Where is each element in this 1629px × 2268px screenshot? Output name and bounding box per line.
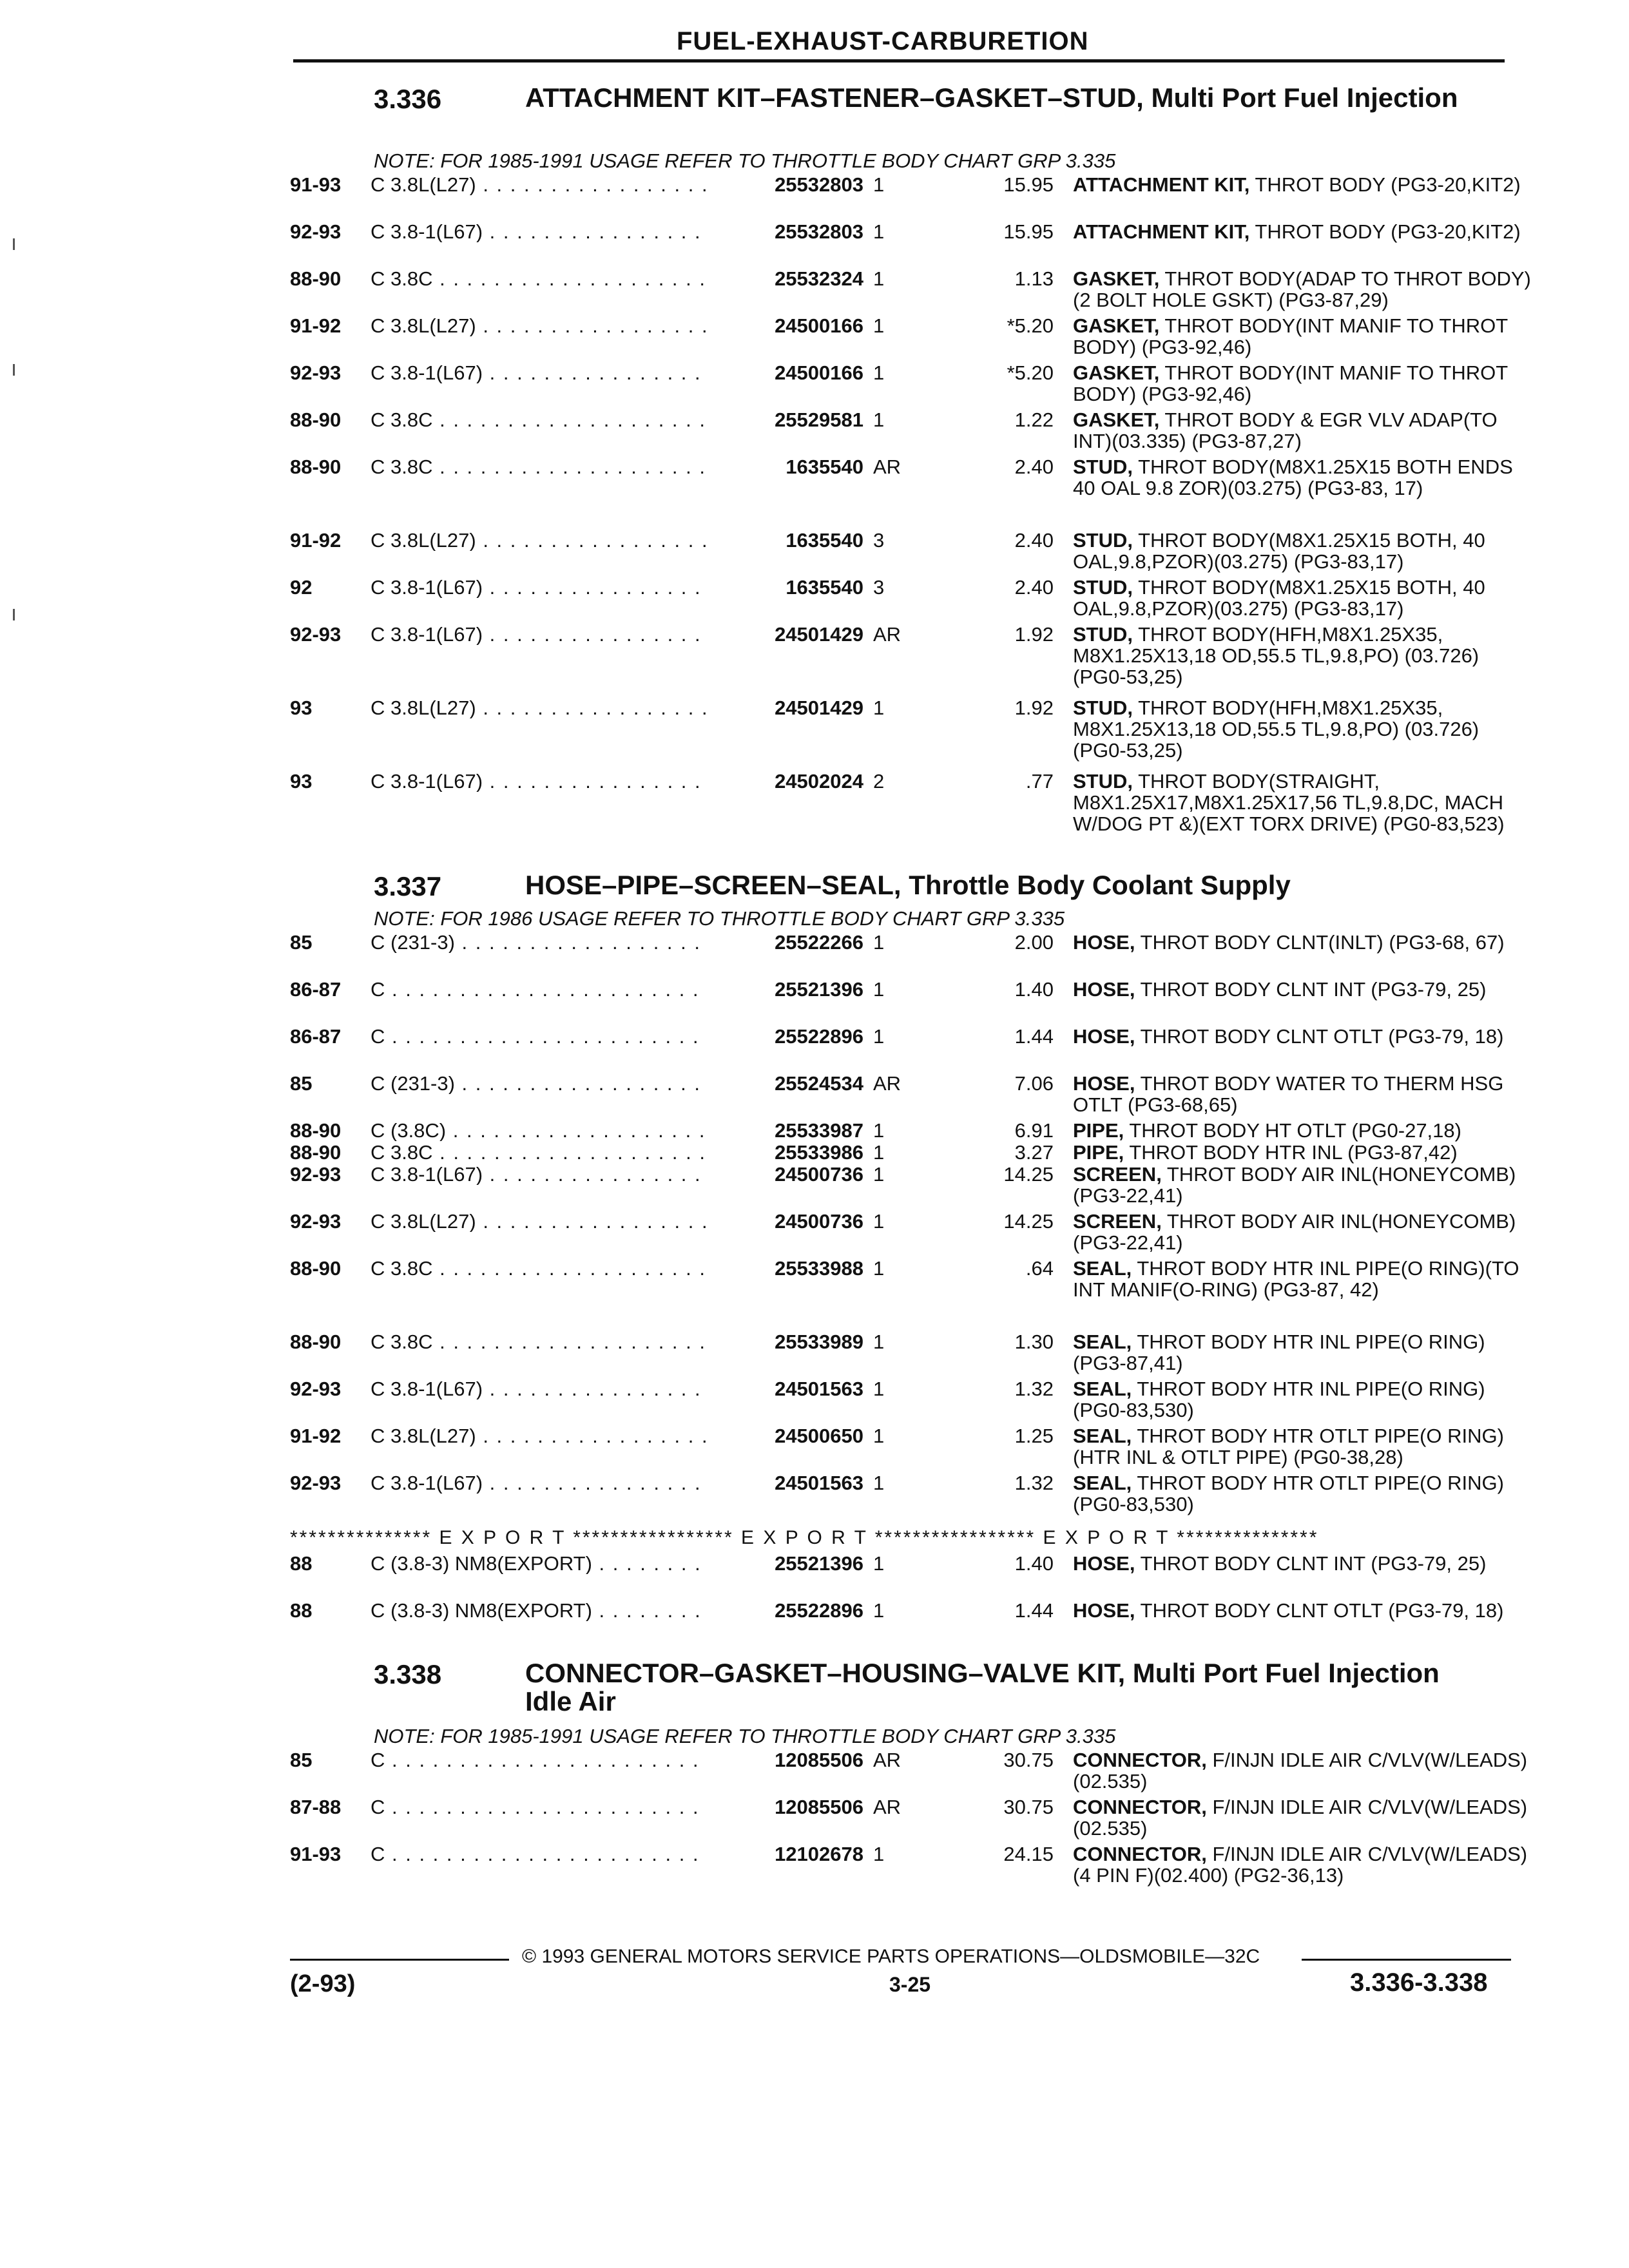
description-cell bbox=[1073, 577, 1537, 619]
part-number-cell: 25521396 bbox=[775, 978, 863, 1001]
price-cell: 14.25 bbox=[1003, 1163, 1054, 1186]
table-row bbox=[290, 1120, 1514, 1142]
description-cell bbox=[1073, 1026, 1537, 1047]
description-text: THROT BODY (PG3-20,KIT2) bbox=[1255, 173, 1521, 196]
model-cell: C 3.8-1(L67) . . . bbox=[371, 577, 706, 598]
price-cell: 30.75 bbox=[1003, 1749, 1054, 1771]
quantity-cell: 1 bbox=[873, 1599, 885, 1622]
section-number: 3.336 bbox=[374, 84, 442, 114]
year-cell: 91-92 bbox=[290, 1425, 342, 1447]
description-text: THROT BODY(INT MANIF TO THROT BODY) (PG3-92,46) bbox=[1073, 361, 1508, 405]
description-name: HOSE, bbox=[1073, 931, 1135, 954]
description-text: THROT BODY AIR INL(HONEYCOMB) (PG3-22,41) bbox=[1073, 1163, 1516, 1207]
price-cell: 1.40 bbox=[1014, 978, 1054, 1001]
table-row bbox=[290, 624, 1514, 697]
description-name: STUD, bbox=[1073, 529, 1133, 552]
description-cell bbox=[1073, 268, 1537, 311]
description-cell bbox=[1073, 221, 1537, 242]
description-cell bbox=[1073, 1211, 1537, 1253]
scan-mark bbox=[13, 238, 15, 250]
price-cell: 1.44 bbox=[1014, 1025, 1054, 1048]
price-cell: .64 bbox=[1025, 1257, 1054, 1280]
quantity-cell: 1 bbox=[873, 1331, 885, 1353]
description-text: THROT BODY(M8X1.25X15 BOTH, 40 OAL,9.8,PZOR)(03.275) (PG3-83,17) bbox=[1073, 529, 1485, 573]
part-number-cell: 24501429 bbox=[775, 623, 863, 646]
section-3-338 bbox=[290, 1658, 1528, 1901]
description-cell bbox=[1073, 174, 1537, 195]
price-cell: 6.91 bbox=[1014, 1119, 1054, 1142]
price-cell: 2.40 bbox=[1014, 576, 1054, 599]
quantity-cell: 3 bbox=[873, 576, 885, 599]
table-row bbox=[290, 1073, 1514, 1120]
description-text: F/INJN IDLE AIR C/VLV(W/LEADS)(02.535) bbox=[1073, 1796, 1528, 1840]
description-text: THROT BODY HTR OTLT PIPE(O RING)(HTR INL & OTLT PIPE) (PG0-38,28) bbox=[1073, 1425, 1504, 1468]
description-cell bbox=[1073, 1600, 1537, 1621]
export-rows bbox=[290, 1553, 1514, 1647]
description-name: HOSE, bbox=[1073, 1025, 1135, 1048]
year-cell: 88 bbox=[290, 1552, 313, 1575]
description-cell bbox=[1073, 530, 1537, 572]
year-cell: 88-90 bbox=[290, 267, 342, 290]
quantity-cell: 1 bbox=[873, 361, 885, 384]
year-cell: 88 bbox=[290, 1599, 313, 1622]
year-cell: 92-93 bbox=[290, 1378, 342, 1400]
description-cell bbox=[1073, 1425, 1537, 1468]
part-number-cell: 12102678 bbox=[775, 1843, 863, 1865]
quantity-cell: 1 bbox=[873, 1425, 885, 1447]
section-3-336 bbox=[290, 82, 1531, 874]
description-cell bbox=[1073, 1120, 1537, 1141]
model-cell: C (3.8C) . . . bbox=[371, 1120, 706, 1141]
model-cell: C 3.8-1(L67) . . . bbox=[371, 771, 706, 792]
quantity-cell: 1 bbox=[873, 1210, 885, 1233]
table-row bbox=[290, 1211, 1514, 1258]
description-text: THROT BODY HTR INL PIPE(O RING) (PG0-83,530) bbox=[1073, 1378, 1485, 1421]
price-cell: *5.20 bbox=[1007, 361, 1054, 384]
part-number-cell: 25522896 bbox=[775, 1599, 863, 1622]
description-cell bbox=[1073, 1553, 1537, 1574]
section-title: CONNECTOR–GASKET–HOUSING–VALVE KIT, Multi Port Fuel Injection Idle Air bbox=[525, 1658, 1440, 1716]
year-cell: 92-93 bbox=[290, 361, 342, 384]
model-cell: C 3.8L(L27) . . . bbox=[371, 697, 706, 718]
description-cell bbox=[1073, 1796, 1537, 1839]
price-cell: *5.20 bbox=[1007, 314, 1054, 337]
quantity-cell: AR bbox=[873, 1749, 901, 1771]
description-text: F/INJN IDLE AIR C/VLV(W/LEADS)(02.535) bbox=[1073, 1749, 1528, 1792]
model-cell: C 3.8-1(L67) . . . bbox=[371, 221, 706, 242]
quantity-cell: 1 bbox=[873, 220, 885, 243]
quantity-cell: 1 bbox=[873, 1257, 885, 1280]
description-text: THROT BODY & EGR VLV ADAP(TO INT)(03.335) (PG3-87,27) bbox=[1073, 408, 1498, 452]
description-name: SCREEN, bbox=[1073, 1163, 1162, 1186]
year-cell: 88-90 bbox=[290, 456, 342, 478]
part-number-cell: 1635540 bbox=[786, 529, 863, 552]
price-cell: 2.40 bbox=[1014, 529, 1054, 552]
parts-list bbox=[290, 931, 1519, 1519]
year-cell: 88-90 bbox=[290, 1119, 342, 1142]
quantity-cell: 1 bbox=[873, 697, 885, 719]
quantity-cell: AR bbox=[873, 1796, 901, 1818]
description-name: STUD, bbox=[1073, 576, 1133, 599]
quantity-cell: AR bbox=[873, 623, 901, 646]
price-cell: 1.22 bbox=[1014, 408, 1054, 431]
export-divider: *************** E X P O R T ***************** E X P O R T ***************** E X P O R T *************** bbox=[290, 1527, 1319, 1548]
description-name: STUD, bbox=[1073, 623, 1133, 646]
year-cell: 92-93 bbox=[290, 623, 342, 646]
model-cell: C 3.8L(L27) . . . bbox=[371, 174, 706, 195]
description-text: THROT BODY(M8X1.25X15 BOTH ENDS 40 OAL 9.8 ZOR)(03.275) (PG3-83, 17) bbox=[1073, 456, 1513, 499]
year-cell: 92-93 bbox=[290, 1210, 342, 1233]
description-name: CONNECTOR, bbox=[1073, 1749, 1207, 1771]
description-cell bbox=[1073, 1258, 1537, 1300]
table-row bbox=[290, 697, 1514, 771]
part-number-cell: 24500736 bbox=[775, 1210, 863, 1233]
quantity-cell: 1 bbox=[873, 173, 885, 196]
year-cell: 92 bbox=[290, 576, 313, 599]
year-cell: 88-90 bbox=[290, 1141, 342, 1164]
quantity-cell: AR bbox=[873, 456, 901, 478]
table-row bbox=[290, 1257, 1519, 1331]
model-cell: C 3.8-1(L67) . . . bbox=[371, 1164, 706, 1185]
description-text: THROT BODY HTR INL (PG3-87,42) bbox=[1129, 1141, 1458, 1164]
description-text: THROT BODY(INT MANIF TO THROT BODY) (PG3-92,46) bbox=[1073, 314, 1508, 358]
header-rule bbox=[293, 59, 1505, 62]
description-cell bbox=[1073, 697, 1537, 761]
year-cell: 88-90 bbox=[290, 1257, 342, 1280]
description-text: THROT BODY CLNT OTLT (PG3-79, 18) bbox=[1140, 1599, 1504, 1622]
description-cell bbox=[1073, 979, 1537, 1000]
description-text: THROT BODY CLNT OTLT (PG3-79, 18) bbox=[1140, 1025, 1504, 1048]
section-title: HOSE–PIPE–SCREEN–SEAL, Throttle Body Coolant Supply bbox=[525, 870, 1291, 900]
table-row bbox=[290, 577, 1514, 624]
price-cell: 1.13 bbox=[1014, 267, 1054, 290]
part-number-cell: 25532324 bbox=[775, 267, 863, 290]
model-cell: C 3.8-1(L67) . . . bbox=[371, 624, 706, 645]
model-cell: C 3.8C . . . bbox=[371, 409, 706, 430]
price-cell: 30.75 bbox=[1003, 1796, 1054, 1818]
footer-rule-right bbox=[1302, 1959, 1511, 1961]
description-name: GASKET, bbox=[1073, 361, 1160, 384]
parts-list bbox=[290, 1553, 1514, 1647]
model-cell: C 3.8L(L27) . . . bbox=[371, 1425, 706, 1446]
description-name: SEAL, bbox=[1073, 1378, 1132, 1400]
model-cell: C (3.8-3) NM8(EXPORT) . . . bbox=[371, 1553, 706, 1574]
description-text: THROT BODY AIR INL(HONEYCOMB) (PG3-22,41) bbox=[1073, 1210, 1516, 1254]
description-text: THROT BODY CLNT INT (PG3-79, 25) bbox=[1140, 1552, 1487, 1575]
model-cell: C 3.8L(L27) . . . bbox=[371, 315, 706, 336]
table-row bbox=[290, 409, 1514, 456]
part-number-cell: 25522266 bbox=[775, 931, 863, 954]
model-cell: C (3.8-3) NM8(EXPORT) . . . bbox=[371, 1600, 706, 1621]
table-row bbox=[290, 267, 1531, 315]
description-cell bbox=[1073, 1749, 1537, 1792]
part-number-cell: 25532803 bbox=[775, 220, 863, 243]
description-cell bbox=[1073, 456, 1537, 499]
year-cell: 86-87 bbox=[290, 978, 342, 1001]
price-cell: 2.00 bbox=[1014, 931, 1054, 954]
description-name: STUD, bbox=[1073, 697, 1133, 719]
description-text: THROT BODY CLNT INT (PG3-79, 25) bbox=[1140, 978, 1487, 1001]
table-row bbox=[290, 1553, 1514, 1600]
section-note: NOTE: FOR 1986 USAGE REFER TO THROTTLE BODY CHART GRP 3.335 bbox=[374, 907, 1065, 930]
price-cell: 1.25 bbox=[1014, 1425, 1054, 1447]
description-name: SEAL, bbox=[1073, 1331, 1132, 1353]
price-cell: 14.25 bbox=[1003, 1210, 1054, 1233]
price-cell: 3.27 bbox=[1014, 1141, 1054, 1164]
description-cell bbox=[1073, 362, 1537, 405]
description-name: HOSE, bbox=[1073, 978, 1135, 1001]
description-name: CONNECTOR, bbox=[1073, 1796, 1207, 1818]
quantity-cell: 3 bbox=[873, 529, 885, 552]
table-row bbox=[290, 315, 1514, 362]
description-text: THROT BODY HTR INL PIPE(O RING) (PG3-87,41) bbox=[1073, 1331, 1485, 1374]
table-row bbox=[290, 456, 1514, 530]
quantity-cell: 2 bbox=[873, 770, 885, 793]
price-cell: 1.30 bbox=[1014, 1331, 1054, 1353]
price-cell: .77 bbox=[1025, 770, 1054, 793]
year-cell: 93 bbox=[290, 697, 313, 719]
year-cell: 88-90 bbox=[290, 1331, 342, 1353]
part-number-cell: 24501429 bbox=[775, 697, 863, 719]
part-number-cell: 24500166 bbox=[775, 361, 863, 384]
section-number: 3.337 bbox=[374, 871, 442, 901]
year-cell: 85 bbox=[290, 931, 313, 954]
model-cell: C 3.8L(L27) . . . bbox=[371, 1211, 706, 1232]
description-text: THROT BODY (PG3-20,KIT2) bbox=[1255, 220, 1521, 243]
model-cell: C 3.8C . . . bbox=[371, 268, 706, 289]
table-row bbox=[290, 1331, 1514, 1378]
table-row bbox=[290, 362, 1514, 409]
description-cell bbox=[1073, 315, 1537, 358]
quantity-cell: AR bbox=[873, 1072, 901, 1095]
table-row bbox=[290, 530, 1514, 577]
quantity-cell: 1 bbox=[873, 978, 885, 1001]
model-cell: C . . . bbox=[371, 1749, 706, 1771]
part-number-cell: 25532803 bbox=[775, 173, 863, 196]
description-name: GASKET, bbox=[1073, 267, 1160, 290]
description-name: GASKET, bbox=[1073, 314, 1160, 337]
quantity-cell: 1 bbox=[873, 1025, 885, 1048]
quantity-cell: 1 bbox=[873, 1472, 885, 1494]
price-cell: 1.32 bbox=[1014, 1378, 1054, 1400]
year-cell: 87-88 bbox=[290, 1796, 342, 1818]
table-row bbox=[290, 1749, 1528, 1796]
table-row bbox=[290, 1142, 1514, 1164]
year-cell: 93 bbox=[290, 770, 313, 793]
section-note: NOTE: FOR 1985-1991 USAGE REFER TO THROTTLE BODY CHART GRP 3.335 bbox=[374, 149, 1116, 172]
model-cell: C . . . bbox=[371, 1796, 706, 1818]
table-row bbox=[290, 1425, 1514, 1472]
price-cell: 1.32 bbox=[1014, 1472, 1054, 1494]
model-cell: C 3.8C . . . bbox=[371, 456, 706, 477]
parts-list bbox=[290, 173, 1531, 874]
year-cell: 85 bbox=[290, 1072, 313, 1095]
part-number-cell: 25521396 bbox=[775, 1552, 863, 1575]
quantity-cell: 1 bbox=[873, 267, 885, 290]
description-text: THROT BODY(HFH,M8X1.25X35, M8X1.25X13,18 OD,55.5 TL,9.8,PO) (03.726) (PG0-53,25) bbox=[1073, 623, 1480, 688]
part-number-cell: 25533986 bbox=[775, 1141, 863, 1164]
quantity-cell: 1 bbox=[873, 1378, 885, 1400]
description-cell bbox=[1073, 1378, 1537, 1421]
description-name: PIPE, bbox=[1073, 1141, 1124, 1164]
description-text: THROT BODY(M8X1.25X15 BOTH, 40 OAL,9.8,PZOR)(03.275) (PG3-83,17) bbox=[1073, 576, 1485, 620]
quantity-cell: 1 bbox=[873, 1552, 885, 1575]
description-text: THROT BODY HTR INL PIPE(O RING)(TO INT MANIF(O-RING) (PG3-87, 42) bbox=[1073, 1257, 1519, 1301]
price-cell: 15.95 bbox=[1003, 220, 1054, 243]
model-cell: C 3.8-1(L67) . . . bbox=[371, 362, 706, 383]
description-name: ATTACHMENT KIT, bbox=[1073, 173, 1250, 196]
year-cell: 92-93 bbox=[290, 220, 342, 243]
description-text: THROT BODY(ADAP TO THROT BODY)(2 BOLT HOLE GSKT) (PG3-87,29) bbox=[1073, 267, 1531, 311]
year-cell: 92-93 bbox=[290, 1163, 342, 1186]
year-cell: 91-93 bbox=[290, 173, 342, 196]
description-name: HOSE, bbox=[1073, 1072, 1135, 1095]
description-cell bbox=[1073, 1843, 1537, 1886]
year-cell: 86-87 bbox=[290, 1025, 342, 1048]
price-cell: 7.06 bbox=[1014, 1072, 1054, 1095]
footer-date: (2-93) bbox=[290, 1970, 356, 1997]
quantity-cell: 1 bbox=[873, 1843, 885, 1865]
description-name: SCREEN, bbox=[1073, 1210, 1162, 1233]
section-title: ATTACHMENT KIT–FASTENER–GASKET–STUD, Multi Port Fuel Injection bbox=[525, 82, 1458, 113]
quantity-cell: 1 bbox=[873, 314, 885, 337]
table-row bbox=[290, 1472, 1514, 1519]
quantity-cell: 1 bbox=[873, 408, 885, 431]
description-cell bbox=[1073, 1073, 1537, 1115]
price-cell: 1.44 bbox=[1014, 1599, 1054, 1622]
description-name: PIPE, bbox=[1073, 1119, 1124, 1142]
description-text: THROT BODY(HFH,M8X1.25X35, M8X1.25X13,18 OD,55.5 TL,9.8,PO) (03.726) (PG0-53,25) bbox=[1073, 697, 1480, 762]
quantity-cell: 1 bbox=[873, 1141, 885, 1164]
table-row bbox=[290, 173, 1521, 221]
description-name: GASKET, bbox=[1073, 408, 1160, 431]
description-cell bbox=[1073, 409, 1537, 452]
part-number-cell: 25533989 bbox=[775, 1331, 863, 1353]
model-cell: C 3.8L(L27) . . . bbox=[371, 530, 706, 551]
footer-page-number: 3-25 bbox=[889, 1973, 931, 1996]
price-cell: 15.95 bbox=[1003, 173, 1054, 196]
section-number: 3.338 bbox=[374, 1659, 442, 1689]
table-row bbox=[290, 1026, 1514, 1073]
part-number-cell: 25524534 bbox=[775, 1072, 863, 1095]
table-row bbox=[290, 1164, 1514, 1211]
description-cell bbox=[1073, 1472, 1537, 1515]
scan-mark bbox=[13, 364, 15, 376]
quantity-cell: 1 bbox=[873, 1163, 885, 1186]
scan-mark bbox=[13, 609, 15, 620]
table-row bbox=[290, 1378, 1514, 1425]
table-row bbox=[290, 771, 1514, 874]
part-number-cell: 25529581 bbox=[775, 408, 863, 431]
price-cell: 1.92 bbox=[1014, 623, 1054, 646]
description-text: THROT BODY(STRAIGHT, M8X1.25X17,M8X1.25X17,56 TL,9.8,DC, MACH W/DOG PT &)(EXT TORX DRIVE) (PG0-83,523) bbox=[1073, 770, 1505, 835]
model-cell: C 3.8C . . . bbox=[371, 1258, 706, 1279]
part-number-cell: 25533987 bbox=[775, 1119, 863, 1142]
part-number-cell: 25522896 bbox=[775, 1025, 863, 1048]
part-number-cell: 1635540 bbox=[786, 576, 863, 599]
table-row bbox=[290, 1843, 1528, 1901]
model-cell: C 3.8-1(L67) . . . bbox=[371, 1378, 706, 1399]
footer-copyright: © 1993 GENERAL MOTORS SERVICE PARTS OPERATIONS—OLDSMOBILE—32C bbox=[522, 1946, 1260, 1967]
page-header-title: FUEL-EXHAUST-CARBURETION bbox=[677, 27, 1089, 55]
model-cell: C 3.8-1(L67) . . . bbox=[371, 1472, 706, 1494]
section-3-337 bbox=[290, 870, 1519, 1519]
footer-rule-left bbox=[290, 1959, 509, 1961]
quantity-cell: 1 bbox=[873, 931, 885, 954]
description-cell bbox=[1073, 771, 1537, 834]
model-cell: C 3.8C . . . bbox=[371, 1142, 706, 1163]
price-cell: 1.40 bbox=[1014, 1552, 1054, 1575]
parts-list bbox=[290, 1749, 1528, 1901]
part-number-cell: 24502024 bbox=[775, 770, 863, 793]
description-name: SEAL, bbox=[1073, 1472, 1132, 1494]
description-name: CONNECTOR, bbox=[1073, 1843, 1207, 1865]
description-cell bbox=[1073, 1142, 1537, 1163]
price-cell: 1.92 bbox=[1014, 697, 1054, 719]
price-cell: 2.40 bbox=[1014, 456, 1054, 478]
model-cell: C 3.8C . . . bbox=[371, 1331, 706, 1352]
description-cell bbox=[1073, 624, 1537, 687]
part-number-cell: 12085506 bbox=[775, 1749, 863, 1771]
part-number-cell: 24500736 bbox=[775, 1163, 863, 1186]
year-cell: 85 bbox=[290, 1749, 313, 1771]
table-row bbox=[290, 932, 1514, 979]
year-cell: 91-92 bbox=[290, 314, 342, 337]
model-cell: C . . . bbox=[371, 1843, 706, 1865]
quantity-cell: 1 bbox=[873, 1119, 885, 1142]
description-text: F/INJN IDLE AIR C/VLV(W/LEADS)(4 PIN F)(02.400) (PG2-36,13) bbox=[1073, 1843, 1528, 1887]
description-text: THROT BODY CLNT(INLT) (PG3-68, 67) bbox=[1140, 931, 1505, 954]
table-row bbox=[290, 979, 1514, 1026]
description-text: THROT BODY HTR OTLT PIPE(O RING) (PG0-83,530) bbox=[1073, 1472, 1504, 1515]
model-cell: C . . . bbox=[371, 1026, 706, 1047]
description-cell bbox=[1073, 932, 1537, 953]
part-number-cell: 24500166 bbox=[775, 314, 863, 337]
model-cell: C . . . bbox=[371, 979, 706, 1000]
model-cell: C (231-3) . . . bbox=[371, 1073, 706, 1094]
description-name: SEAL, bbox=[1073, 1257, 1132, 1280]
table-row bbox=[290, 1796, 1528, 1843]
description-text: THROT BODY HT OTLT (PG0-27,18) bbox=[1129, 1119, 1461, 1142]
description-name: HOSE, bbox=[1073, 1599, 1135, 1622]
footer-section-range: 3.336-3.338 bbox=[1350, 1968, 1488, 1997]
year-cell: 91-93 bbox=[290, 1843, 342, 1865]
description-name: SEAL, bbox=[1073, 1425, 1132, 1447]
description-text: THROT BODY WATER TO THERM HSG OTLT (PG3-68,65) bbox=[1073, 1072, 1504, 1116]
year-cell: 91-92 bbox=[290, 529, 342, 552]
part-number-cell: 12085506 bbox=[775, 1796, 863, 1818]
table-row bbox=[290, 1600, 1514, 1647]
description-name: STUD, bbox=[1073, 770, 1133, 793]
price-cell: 24.15 bbox=[1003, 1843, 1054, 1865]
part-number-cell: 25533988 bbox=[775, 1257, 863, 1280]
model-cell: C (231-3) . . . bbox=[371, 932, 706, 953]
description-cell bbox=[1073, 1164, 1537, 1206]
part-number-cell: 24501563 bbox=[775, 1472, 863, 1494]
year-cell: 92-93 bbox=[290, 1472, 342, 1494]
description-name: HOSE, bbox=[1073, 1552, 1135, 1575]
description-cell bbox=[1073, 1331, 1537, 1374]
description-name: STUD, bbox=[1073, 456, 1133, 478]
description-name: ATTACHMENT KIT, bbox=[1073, 220, 1250, 243]
part-number-cell: 1635540 bbox=[786, 456, 863, 478]
part-number-cell: 24500650 bbox=[775, 1425, 863, 1447]
table-row bbox=[290, 220, 1521, 268]
year-cell: 88-90 bbox=[290, 408, 342, 431]
part-number-cell: 24501563 bbox=[775, 1378, 863, 1400]
section-note: NOTE: FOR 1985-1991 USAGE REFER TO THROTTLE BODY CHART GRP 3.335 bbox=[374, 1725, 1116, 1747]
